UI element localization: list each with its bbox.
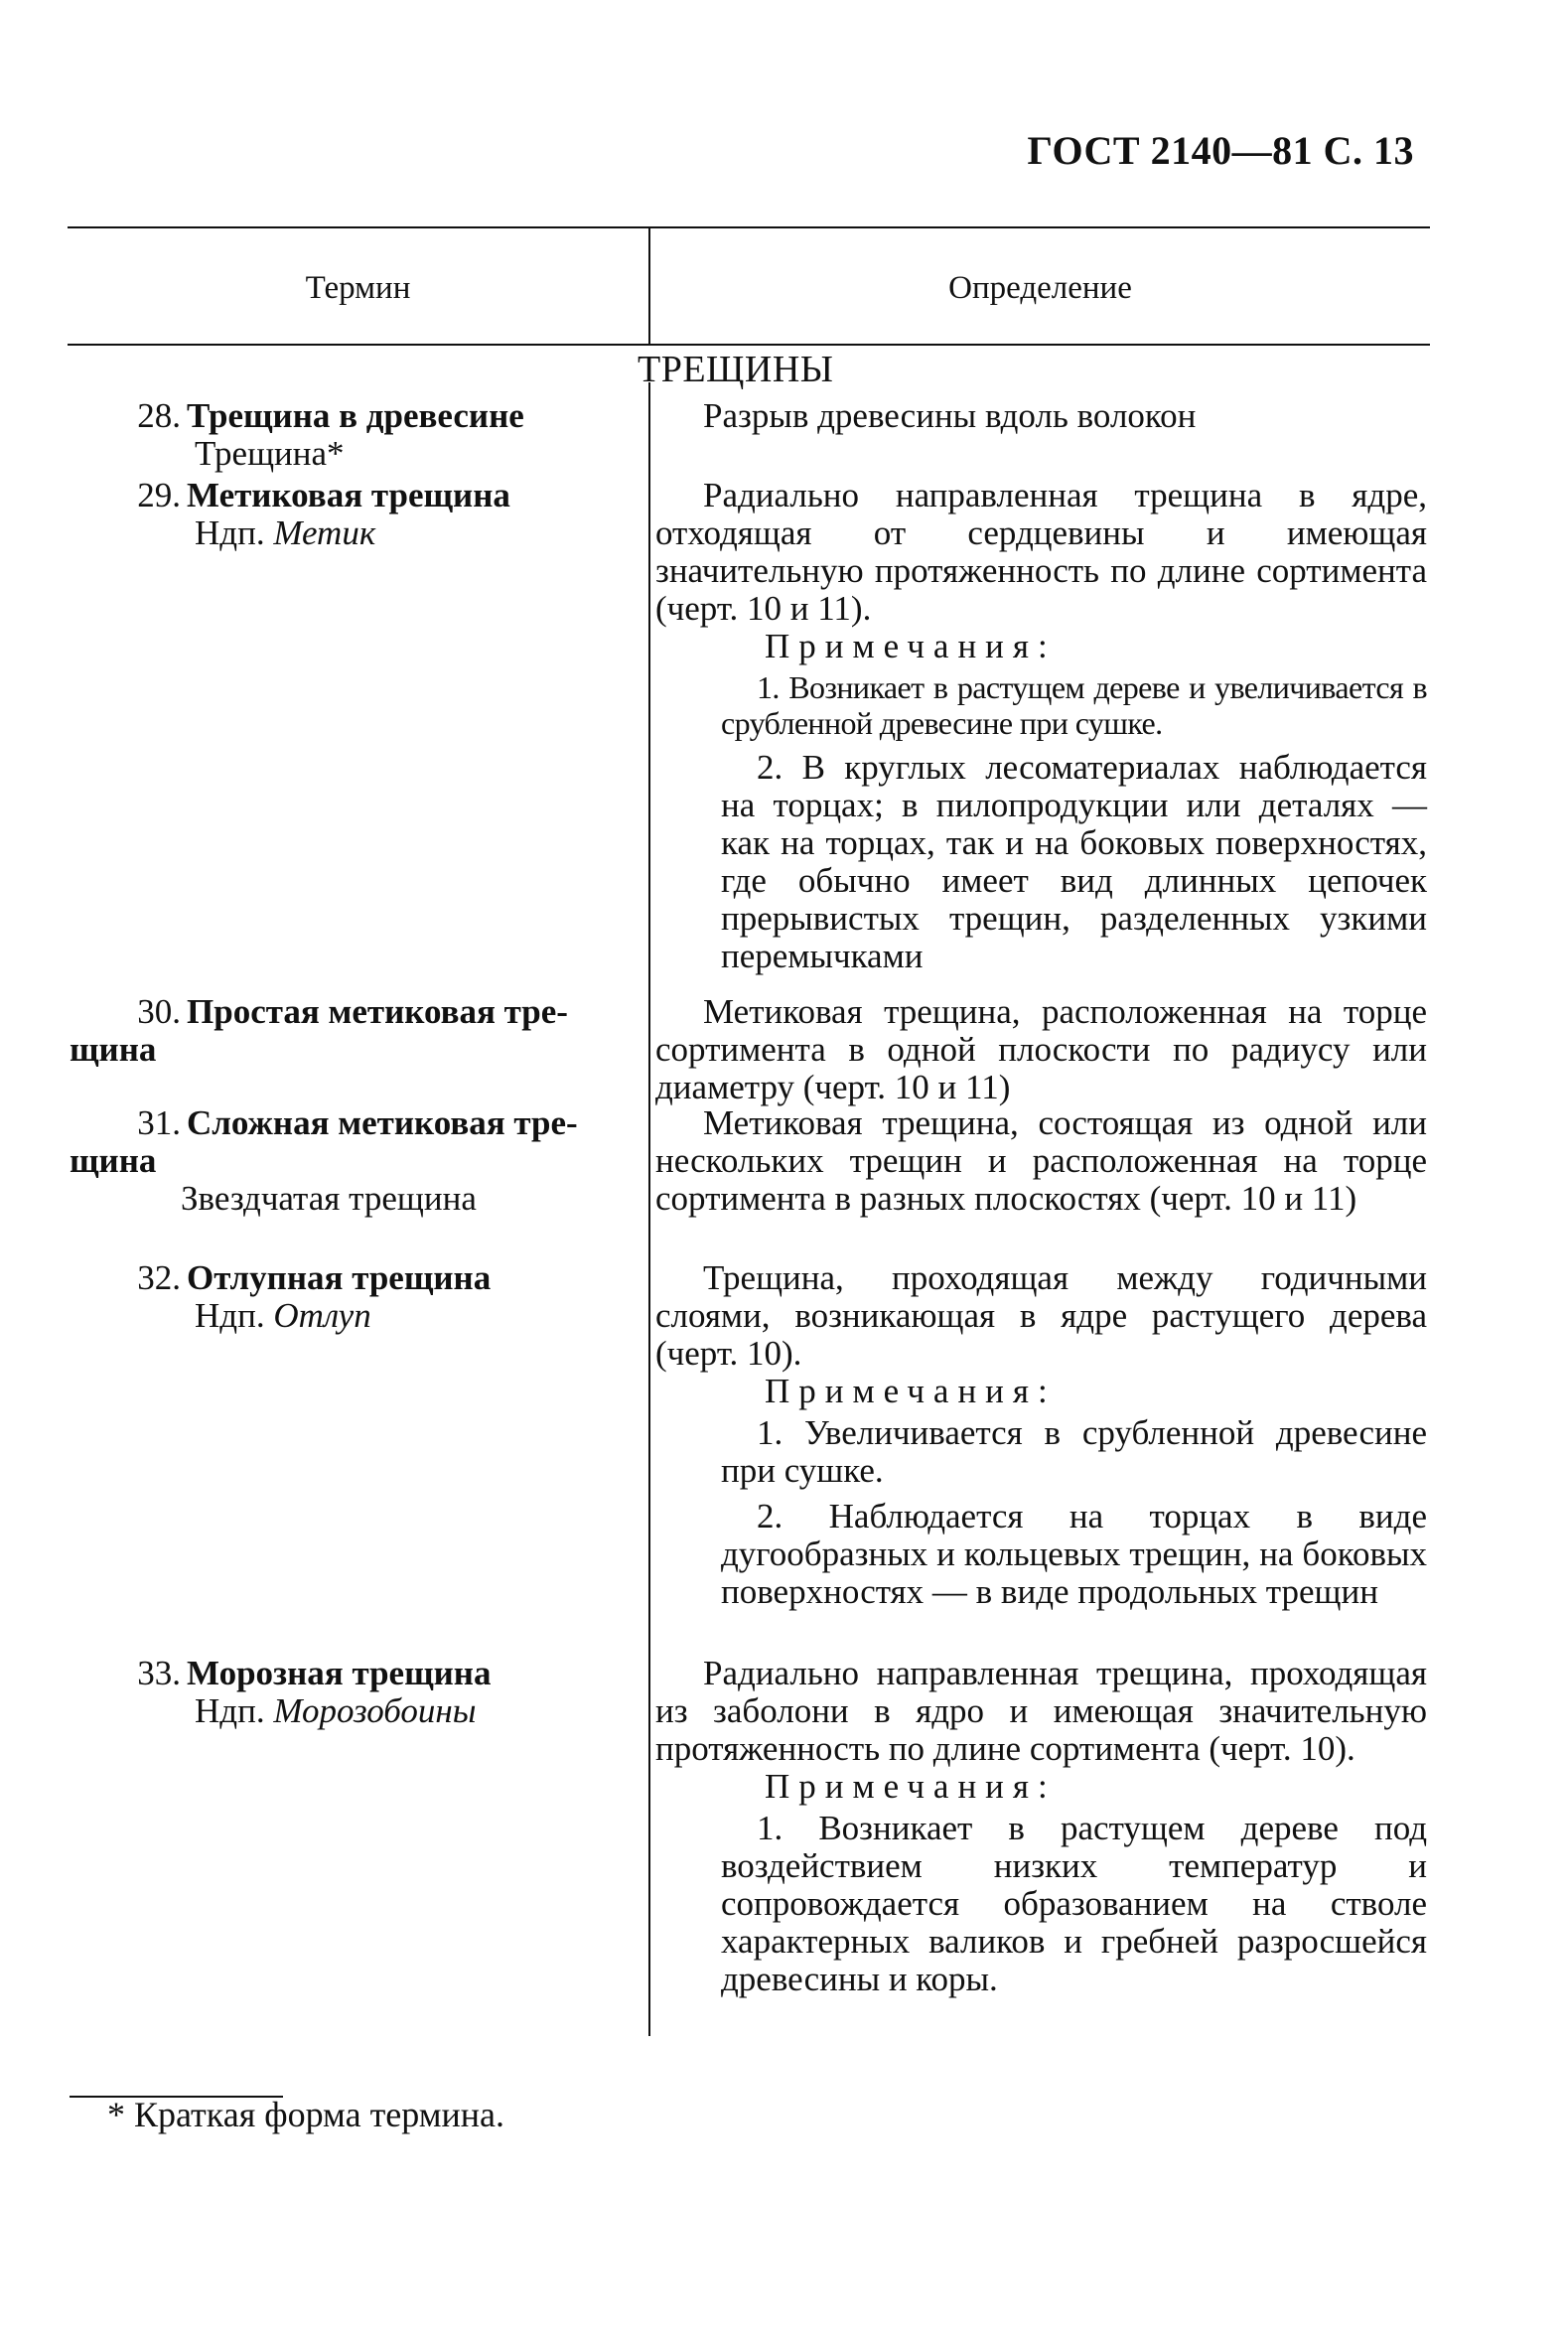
term-33 — [99, 1655, 641, 1730]
term-30 — [70, 992, 641, 1069]
term-number: 32. — [137, 1258, 181, 1297]
term-deprecated: Ндп. Морозобоины — [195, 1691, 477, 1730]
definition-text: Метиковая трещина, состоящая из одной или нескольких трещин и расположенная на торце сортимента в разных плоскостях (черт. 10 и 11) — [655, 1103, 1427, 1218]
term-number: 31. — [137, 1103, 181, 1142]
column-header-term: Термин — [305, 270, 411, 306]
term-number: 29. — [137, 476, 181, 514]
definition-text: Трещина, проходящая между годичными слоями, возникающая в ядре растущего дерева (черт. 10). — [655, 1258, 1427, 1373]
definition-text: Метиковая трещина, расположенная на торце сортимента в одной плоскости по радиусу или диаметру (черт. 10 и 11) — [655, 992, 1427, 1106]
term-number: 33. — [137, 1654, 181, 1692]
notes-title: Примечания: — [765, 627, 1057, 665]
term-28 — [99, 397, 641, 473]
note: 1. Возникает в растущем дереве и увеличивается в срубленной древесине при сушке. — [721, 669, 1427, 741]
term-name-continued: щина — [70, 1030, 157, 1069]
definition-30 — [655, 993, 1427, 1106]
term-synonym: Звездчатая трещина — [181, 1179, 477, 1218]
term-synonym: Трещина* — [195, 434, 345, 473]
term-name: Простая метиковая тре- — [187, 992, 568, 1031]
term-name: Морозная трещина — [187, 1654, 492, 1692]
definition-29 — [655, 477, 1427, 975]
note: 1. Увеличивается в срубленной древесине при сушке. — [721, 1413, 1427, 1490]
term-number: 30. — [137, 992, 181, 1031]
definition-28 — [655, 397, 1427, 435]
table-header-rule — [68, 344, 1430, 346]
term-name: Трещина в древесине — [187, 396, 524, 435]
term-31 — [70, 1103, 641, 1218]
term-number: 28. — [137, 396, 181, 435]
note: 1. Возникает в растущем дереве под воздействием низких температур и сопровождается образованием на стволе характерных валиков и гребней разросшейся древесины и коры. — [721, 1809, 1427, 1998]
definition-32 — [655, 1259, 1427, 1611]
term-name: Отлупная трещина — [187, 1258, 492, 1297]
note: 2. В круглых лесоматериалах наблюдается на торцах; в пилопродукции или деталях — как на торцах, так и на боковых поверхностях, где обычно имеет вид длинных цепочек прерывистых трещин, разделенных узкими перемычками — [721, 748, 1427, 975]
column-divider — [648, 382, 650, 2036]
term-name-continued: щина — [70, 1141, 157, 1180]
definition-text: Разрыв древесины вдоль волокон — [703, 396, 1197, 435]
section-title: ТРЕЩИНЫ — [638, 349, 834, 390]
term-name: Метиковая трещина — [187, 476, 510, 514]
term-deprecated: Ндп. Метик — [195, 513, 376, 552]
notes-title: Примечания: — [765, 1767, 1057, 1806]
footnote: * Краткая форма термина. — [107, 2095, 505, 2134]
definition-33 — [655, 1655, 1427, 1998]
page-header: ГОСТ 2140—81 С. 13 — [1027, 128, 1414, 173]
column-header-definition: Определение — [948, 270, 1132, 306]
definition-31 — [655, 1104, 1427, 1218]
note: 2. Наблюдается на торцах в виде дугообразных и кольцевых трещин, на боковых поверхностях — в виде продольных трещин — [721, 1497, 1427, 1611]
definition-text: Радиально направленная трещина в ядре, отходящая от сердцевины и имеющая значительную протяженность по длине сортимента (черт. 10 и 11). — [655, 476, 1427, 628]
term-32 — [99, 1259, 641, 1335]
notes-title: Примечания: — [765, 1372, 1057, 1410]
term-name: Сложная метиковая тре- — [187, 1103, 578, 1142]
term-deprecated: Ндп. Отлуп — [195, 1296, 371, 1335]
definition-text: Радиально направленная трещина, проходящая из заболони в ядро и имеющая значительную протяженность по длине сортимента (черт. 10). — [655, 1654, 1427, 1768]
table-top-rule — [68, 226, 1430, 228]
term-29 — [99, 477, 641, 552]
